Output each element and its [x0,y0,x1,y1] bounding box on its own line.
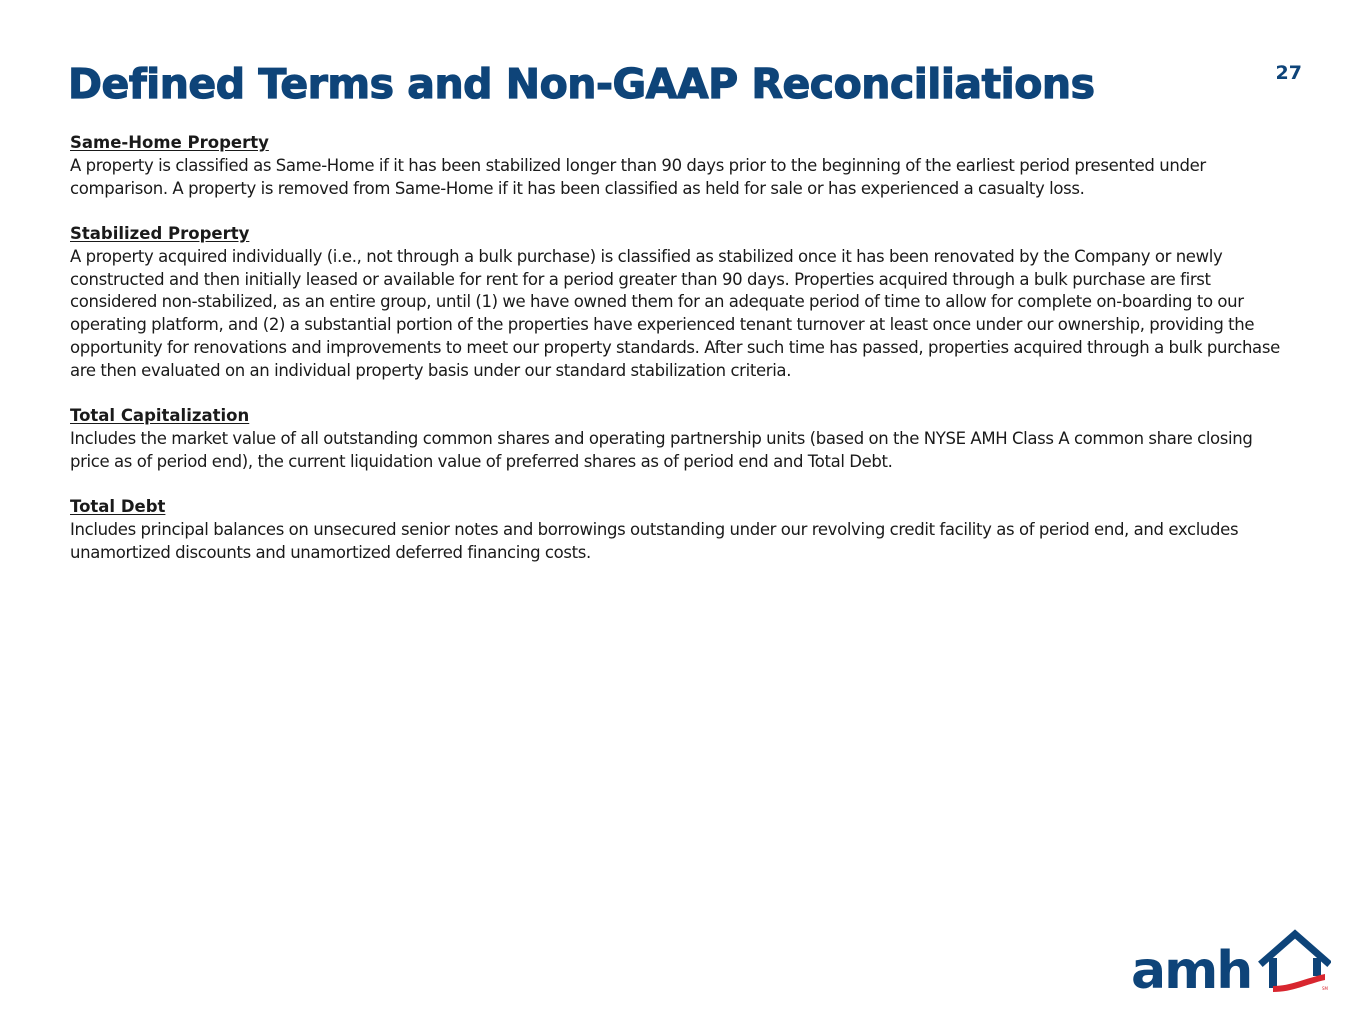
term-heading: Same-Home Property [70,133,269,152]
page-number: 27 [1275,62,1302,84]
amh-logo [1131,928,1331,994]
term-stabilized-property [70,223,1285,383]
term-definition: Includes principal balances on unsecured senior notes and borrowings outstanding under our revolving credit facility as of period end, and excludes unamortized discounts and unamortized deferred financing costs. [70,519,1239,562]
term-same-home-property [70,132,1285,200]
term-definition: Includes the market value of all outstanding common shares and operating partnership units (based on the NYSE AMH Class A common share closing price as of period end), the current liquidation value of preferred shares as of period end and Total Debt. [70,428,1253,471]
term-total-capitalization [70,405,1285,473]
term-heading: Stabilized Property [70,223,250,243]
service-mark: SM [1322,986,1328,991]
term-definition: A property acquired individually (i.e., not through a bulk purchase) is classified as stabilized once it has been renovated by the Company or newly constructed and then initially leased or available for rent for a period greater than 90 days. Properties acquired through a bulk purchase are first considered non-stabilized, as an entire group, until (1) we have owned them for an adequate period of time to allow for complete on-boarding to our operating platform, and (2) a substantial portion of the properties have experienced tenant turnover at least once under our ownership, providing the opportunity for renovations and improvements to meet our property standards. After such time has passed, properties acquired through a bulk purchase are then evaluated on an individual property basis under our standard stabilization criteria. [70,246,1280,380]
term-total-debt [70,496,1285,564]
defined-terms-list [70,132,1285,587]
term-heading: Total Capitalization [70,406,250,426]
page-title: Defined Terms and Non-GAAP Reconciliations [68,60,1095,108]
term-heading: Total Debt [70,497,166,517]
term-definition: A property is classified as Same-Home if it has been stabilized longer than 90 days prior to the beginning of the earliest period presented under comparison. A property is removed from Same-Home if it has been classified as held for sale or has experienced a casualty loss. [70,155,1206,198]
logo-wordmark: amh [1131,941,1252,994]
house-roof-icon [1263,934,1327,992]
